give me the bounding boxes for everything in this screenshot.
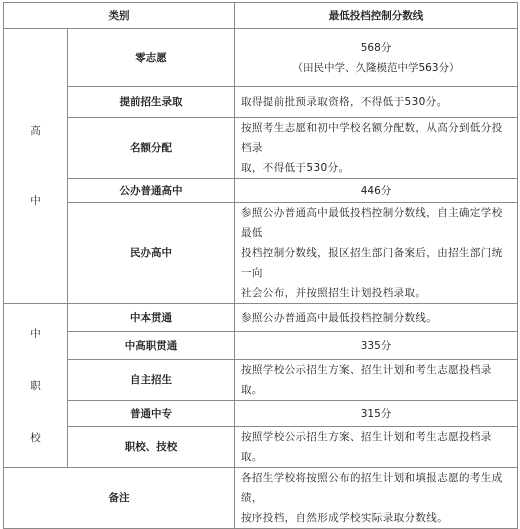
table-row <box>4 427 518 468</box>
table-row <box>4 304 518 332</box>
table-row <box>4 118 518 179</box>
header-row <box>4 3 518 29</box>
row-value-self-enroll: 按照学校公示招生方案、招生计划和考生志愿投档录取。 <box>235 360 518 401</box>
group-char: 中 <box>30 327 41 340</box>
header-min-score-line: 最低投档控制分数线 <box>235 3 518 29</box>
group-char: 校 <box>30 431 41 444</box>
private-high-line-2: 投档控制分数线，报区招生部门备案后，由招生部门统一向 <box>241 247 503 279</box>
table-row <box>4 29 518 87</box>
group-char: 职 <box>30 379 41 392</box>
private-high-line-3: 社会公布，并按照招生计划投档录取。 <box>241 287 427 299</box>
zero-choice-exception: （田民中学、久隆模范中学563分） <box>292 61 460 74</box>
row-label-self-enroll: 自主招生 <box>68 360 235 401</box>
row-label-zero-choice: 零志愿 <box>68 29 235 87</box>
zero-choice-score: 568分 <box>360 41 392 54</box>
row-label-private-high: 民办高中 <box>68 203 235 304</box>
row-label-quota: 名额分配 <box>68 118 235 179</box>
row-label-zhong-gao: 中高职贯通 <box>68 332 235 360</box>
row-value-zhong-gao: 335分 <box>235 332 518 360</box>
table-row <box>4 203 518 304</box>
row-value-private-high <box>235 203 518 304</box>
private-high-line-1: 参照公办普通高中最低投档控制分数线，自主确定学校最低 <box>241 207 503 239</box>
table-row <box>4 332 518 360</box>
group-high-school <box>4 29 68 304</box>
row-label-general-vocational: 普通中专 <box>68 401 235 427</box>
group-char: 中 <box>30 195 41 207</box>
note-row <box>4 468 518 529</box>
admission-score-table <box>3 2 518 529</box>
note-line-1: 各招生学校将按照公布的招生计划和填报志愿的考生成绩， <box>241 472 503 504</box>
row-value-quota <box>235 118 518 179</box>
quota-line-1: 按照考生志愿和初中学校名额分配数，从高分到低分投档录 <box>241 122 503 154</box>
group-char: 高 <box>30 125 41 137</box>
row-value-vocational-tech: 按照学校公示招生方案、招生计划和考生志愿投档录取。 <box>235 427 518 468</box>
table-row <box>4 87 518 118</box>
note-text <box>235 468 518 529</box>
row-label-early-admission: 提前招生录取 <box>68 87 235 118</box>
table-row <box>4 179 518 203</box>
note-line-2: 按序投档，自然形成学校实际录取分数线。 <box>241 512 449 524</box>
row-value-public-high: 446分 <box>235 179 518 203</box>
row-label-zhong-ben: 中本贯通 <box>68 304 235 332</box>
row-label-vocational-tech: 职校、技校 <box>68 427 235 468</box>
group-vocational <box>4 304 68 468</box>
row-value-zhong-ben: 参照公办普通高中最低投档控制分数线。 <box>235 304 518 332</box>
header-category: 类别 <box>4 3 235 29</box>
table-row <box>4 360 518 401</box>
row-value-early-admission: 取得提前批预录取资格，不得低于530分。 <box>235 87 518 118</box>
row-value-zero-choice <box>235 29 518 87</box>
note-label: 备注 <box>4 468 235 529</box>
quota-line-2: 取，不得低于530分。 <box>241 162 350 174</box>
row-label-public-high: 公办普通高中 <box>68 179 235 203</box>
row-value-general-vocational: 315分 <box>235 401 518 427</box>
table-row <box>4 401 518 427</box>
